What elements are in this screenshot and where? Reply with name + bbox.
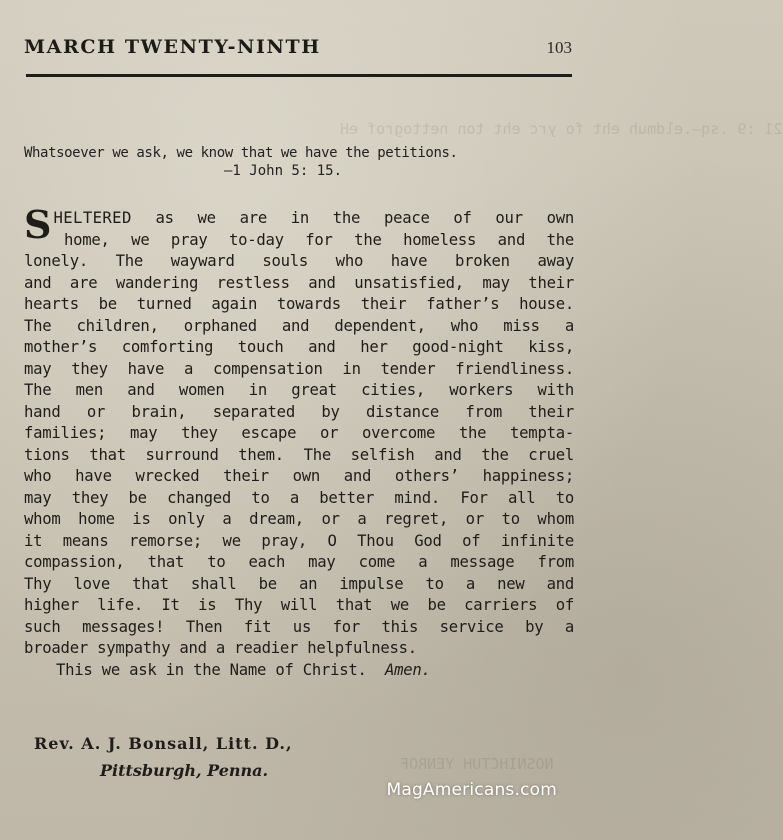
prayer-line: mother’s comforting touch and her good-night kiss,	[24, 338, 574, 356]
signature-place: Pittsburgh, Penna.	[100, 761, 269, 780]
prayer-line: compassion, that to each may come a message from	[24, 553, 574, 571]
prayer-closing: This we ask in the Name of Christ.	[56, 660, 367, 679]
running-title: MARCH TWENTY-NINTH	[24, 36, 321, 58]
epigraph-verse: Whatsoever we ask, we know that we have the petitions.	[24, 145, 458, 161]
epigraph-reference: —1 John 5: 15.	[224, 163, 343, 179]
prayer-line: may they have a compensation in tender friendliness.	[24, 359, 574, 378]
bleed-through-text: 21 :9 .sq—.eldmuh eht fo yrc eht ton nettogrof eH	[340, 120, 783, 138]
prayer-line: The men and women in great cities, workers with	[24, 381, 574, 399]
epigraph	[24, 144, 576, 180]
prayer-closing-line	[24, 660, 574, 682]
prayer-line: The children, orphaned and dependent, who miss a	[24, 316, 574, 335]
prayer-line: whom home is only a dream, or a regret, or to whom	[24, 510, 574, 528]
drop-cap: S	[24, 202, 52, 247]
signature-name: Rev. A. J. Bonsall, Litt. D.,	[34, 734, 293, 753]
prayer-line: may they be changed to a better mind. For all to	[24, 488, 574, 507]
prayer-line: families; may they escape or overcome the tempta-	[24, 424, 574, 442]
prayer-line-text: as we are in the peace of our own	[131, 209, 574, 227]
prayer-line: hearts be turned again towards their father’s house.	[24, 295, 574, 313]
prayer-amen: Amen.	[384, 660, 431, 679]
page-number: 103	[546, 38, 572, 57]
prayer-line: lonely. The wayward souls who have broken away	[24, 252, 574, 270]
prayer-text	[24, 202, 574, 681]
prayer-line: hand or brain, separated by distance from their	[24, 402, 574, 421]
prayer-line: home, we pray to-day for the homeless and the	[64, 230, 574, 249]
running-head	[24, 36, 572, 64]
site-watermark: MagAmericans.com	[386, 780, 557, 800]
prayer-line: broader sympathy and a readier helpfulness.	[24, 639, 417, 657]
prayer-line: who have wrecked their own and others’ happiness;	[24, 467, 574, 485]
prayer-line: tions that surround them. The selfish and the cruel	[24, 445, 574, 464]
bleed-through-text: NOSNIHCTUH YENROF	[400, 755, 554, 773]
first-word: HELTERED	[53, 209, 132, 227]
prayer-line: Thy love that shall be an impulse to a new and	[24, 574, 574, 593]
prayer-line: it means remorse; we pray, O Thou God of infinite	[24, 531, 574, 550]
signature	[34, 734, 394, 780]
prayer-line	[24, 208, 574, 230]
prayer-line: and are wandering restless and unsatisfied, may their	[24, 273, 574, 292]
header-rule	[26, 74, 572, 77]
prayer-line: higher life. It is Thy will that we be carriers of	[24, 596, 574, 614]
prayer-line: such messages! Then fit us for this service by a	[24, 617, 574, 636]
